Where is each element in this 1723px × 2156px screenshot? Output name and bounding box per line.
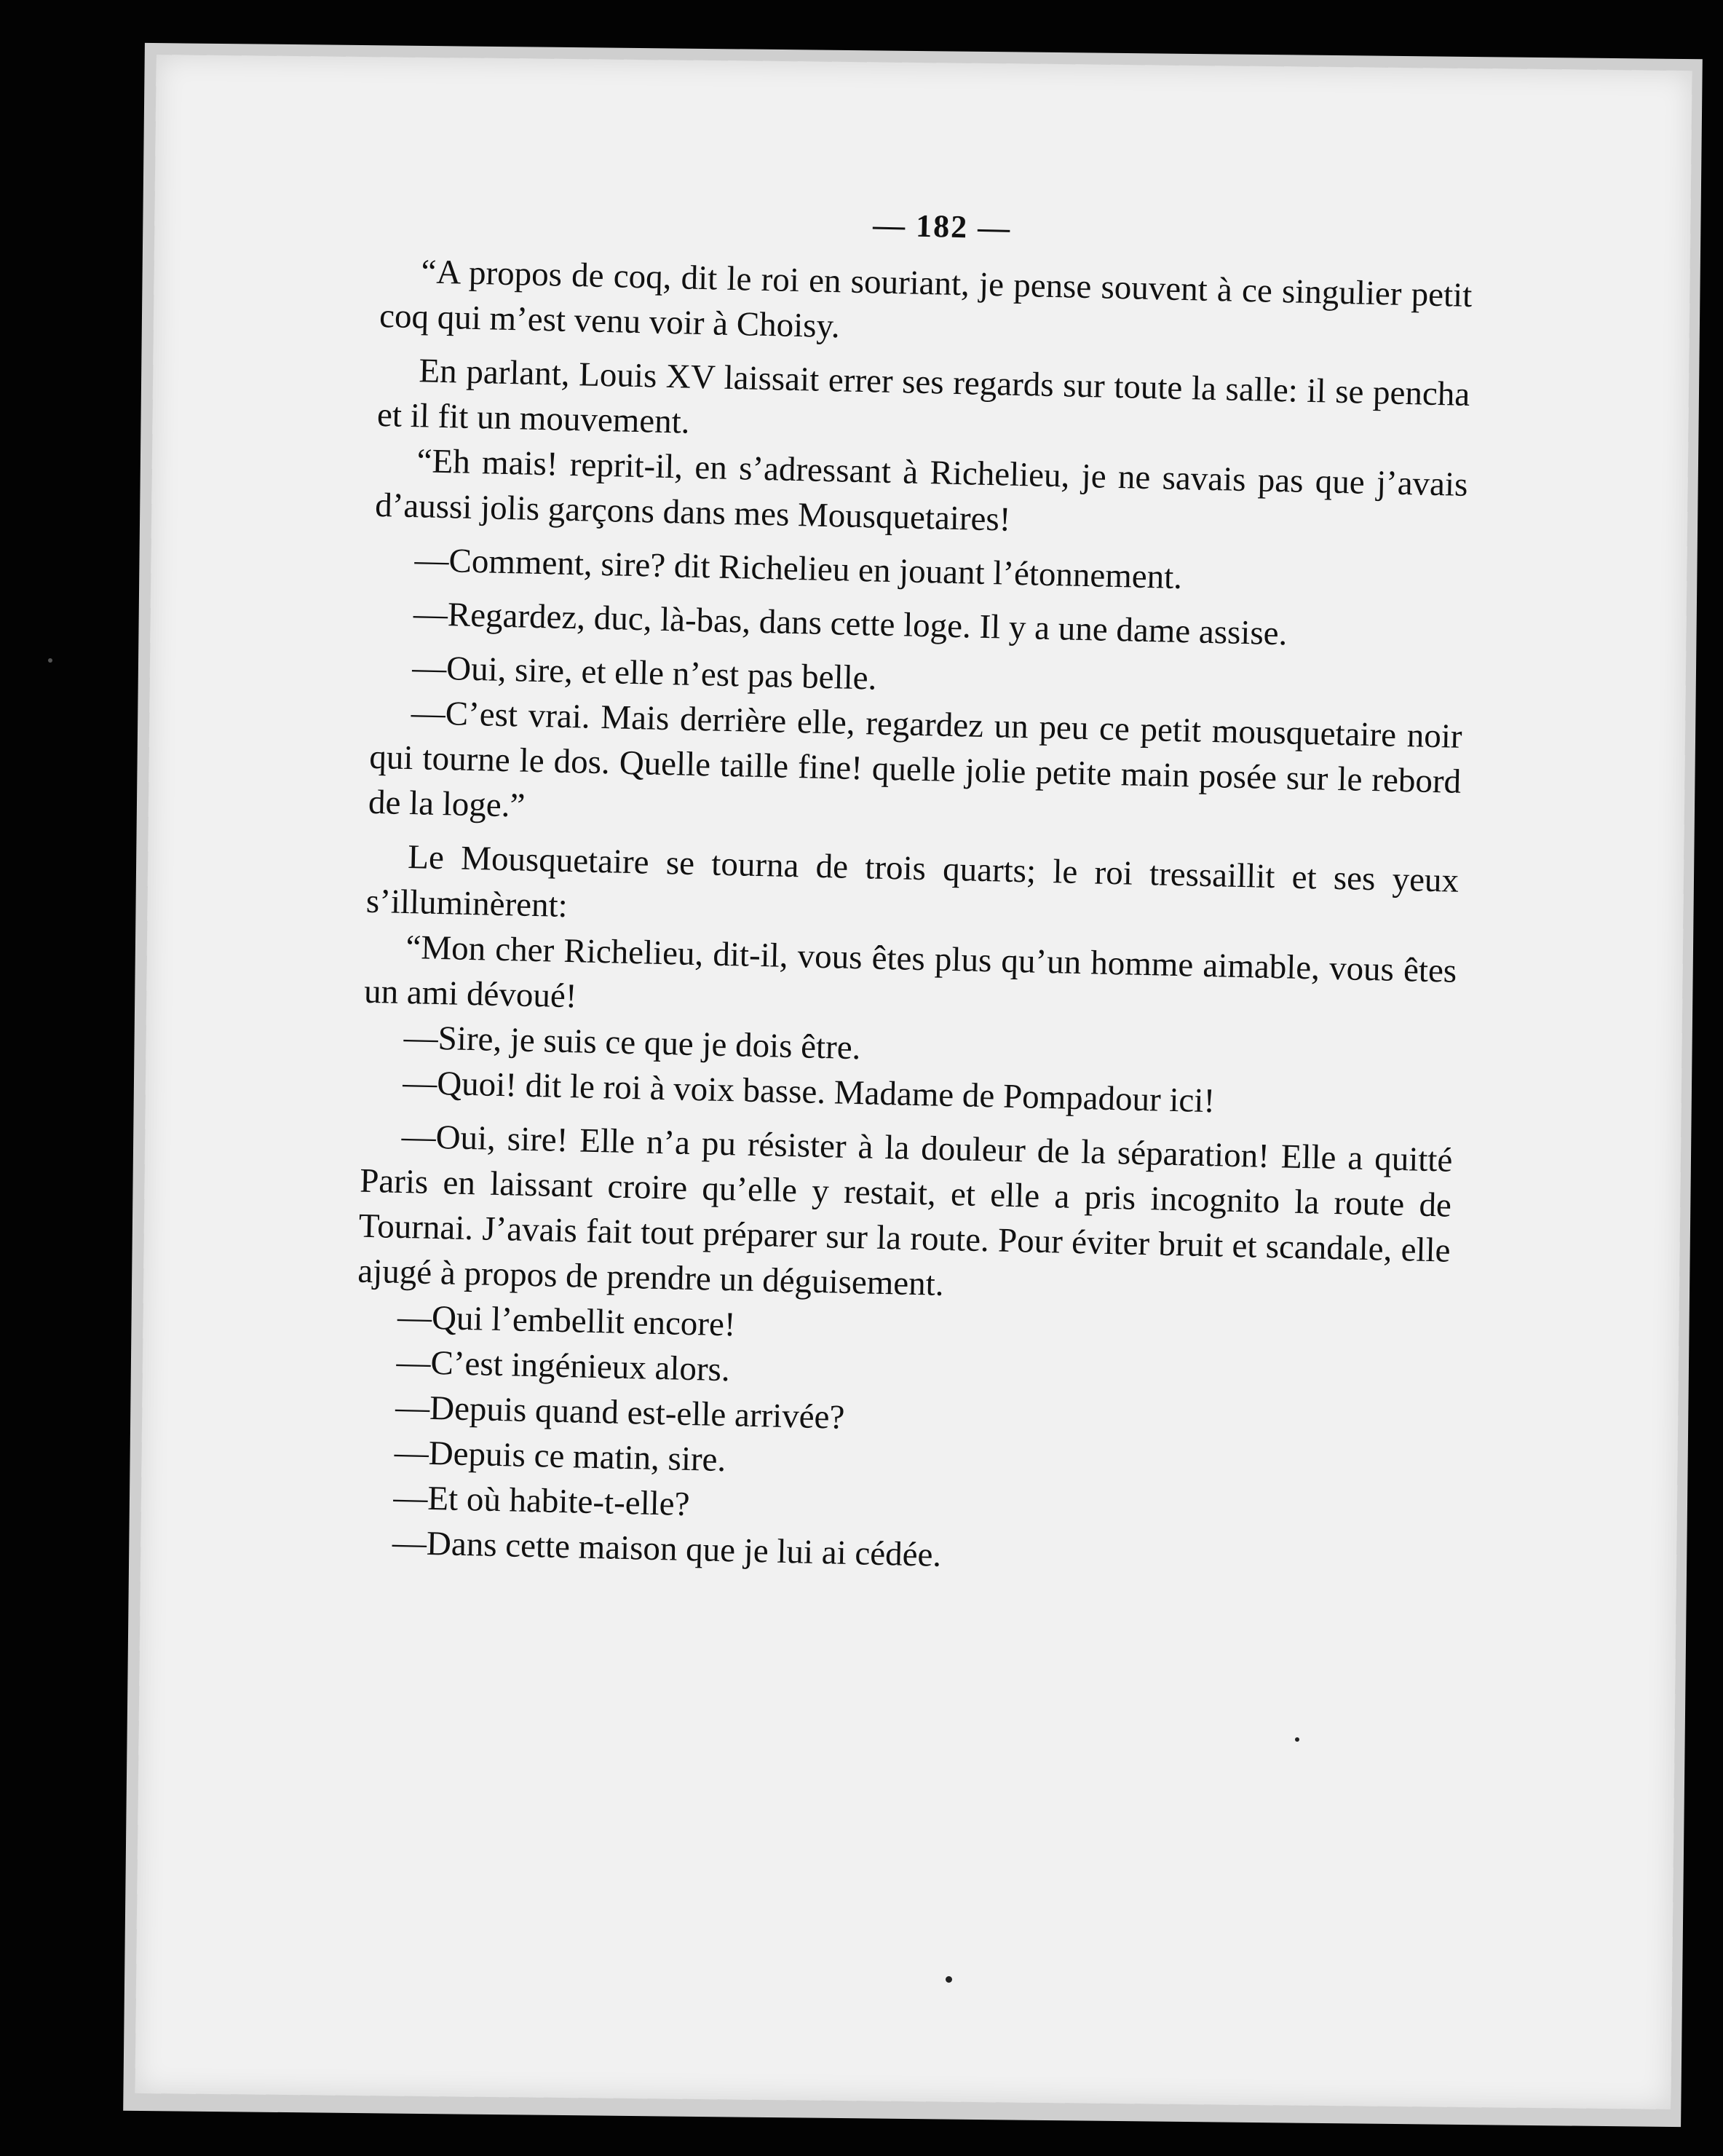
paragraph: —Oui, sire, et elle n’est pas belle. <box>411 649 877 698</box>
paragraph: En parlant, Louis XV laissait errer ses regards sur toute la salle: il se pencha et il fit un mouvement. <box>376 352 1470 441</box>
paragraph: —Qui l’embellit encore! <box>397 1298 737 1344</box>
paragraph: —Oui, sire! Elle n’a pu résister à la douleur de la séparation! Elle a quitté Paris en laissant croire qu’elle y restait, et elle a pris incognito la route de Tournai. J’avais fait tout préparer sur la route. Pour éviter bruit et scandale, elle ajugé à propos de prendre un déguisement. <box>357 1117 1453 1303</box>
paragraph: —C’est vrai. Mais derrière elle, regardez un peu ce petit mousquetaire noir qui tourne le dos. Quelle taille fine! quelle jolie petite main posée sur le rebord de la loge.” <box>368 694 1463 825</box>
paragraph: “Eh mais! reprit-il, en s’adressant à Richelieu, je ne savais pas que j’avais d’aussi jolis garçons dans mes Mousquetaires! <box>374 442 1468 539</box>
paragraph: “A propos de coq, dit le roi en souriant, je pense souvent à ce singulier petit coq qui m’est venu voir à Choisy. <box>379 253 1473 346</box>
paragraph: “Mon cher Richelieu, dit-il, vous êtes plus qu’un homme aimable, vous êtes un ami dévoué! <box>363 928 1457 1016</box>
text-block <box>351 195 1473 1590</box>
paragraph: —Depuis ce matin, sire. <box>394 1433 726 1480</box>
paragraph: —Regardez, duc, là-bas, dans cette loge. Il y a une dame assise. <box>413 595 1288 653</box>
page-number: — 182 — <box>872 207 1012 246</box>
paragraph: —Sire, je suis ce que je dois être. <box>403 1018 861 1067</box>
paragraph: —Quoi! dit le roi à voix basse. Madame de Pompadour ici! <box>402 1063 1216 1121</box>
paragraph: —C’est ingénieux alors. <box>396 1343 731 1389</box>
paragraph: —Comment, sire? dit Richelieu en jouant l’étonnement. <box>414 541 1183 597</box>
ink-speck <box>946 1976 952 1983</box>
ink-speck <box>1295 1737 1299 1742</box>
paragraph: Le Mousquetaire se tourna de trois quarts; le roi tressaillit et ses yeux s’illuminèrent: <box>365 838 1459 925</box>
paragraph: —Et où habite-t-elle? <box>392 1478 691 1524</box>
paragraph: —Depuis quand est-elle arrivée? <box>395 1388 845 1437</box>
ink-speck <box>48 658 52 663</box>
paragraph: —Dans cette maison que je lui ai cédée. <box>392 1523 942 1574</box>
